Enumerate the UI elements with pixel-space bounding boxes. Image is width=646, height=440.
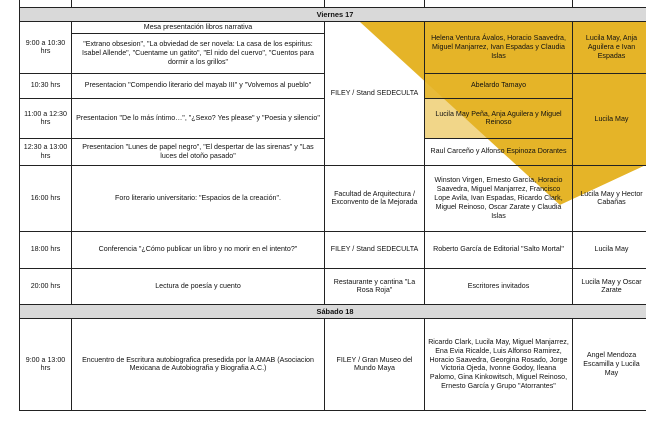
moderator-cell: Lucila May y Hector Cabañas <box>573 165 646 231</box>
venue-cell: FILEY / Stand SEDECULTA <box>325 22 425 166</box>
moderator-cell: Lucila May <box>573 73 646 165</box>
table-row <box>20 231 646 268</box>
participants-cell: Abelardo Tamayo <box>425 73 573 98</box>
time-cell: 11:00 a 12:30 hrs <box>20 98 72 138</box>
day-header-row <box>20 304 646 318</box>
activity-cell: "Extrano obsesion", "La obviedad de ser novela: La casa de los espiritus: Isabel Allende", "Cuentame un gatito", "El nido del cuervo", "Cuentos para dormir a los grillos" <box>72 33 325 73</box>
venue-cell: Restaurante y cantina "La Rosa Roja" <box>325 268 425 304</box>
schedule-table <box>19 0 646 411</box>
moderator-cell: Lucila May y Oscar Zarate <box>573 268 646 304</box>
activity-cell: Foro literario universitario: "Espacios de la creación". <box>72 165 325 231</box>
time-cell: 16:00 hrs <box>20 165 72 231</box>
day-header-row <box>20 8 646 22</box>
activity-cell: Conferencia "¿Cómo publicar un libro y no morir en el intento?" <box>72 231 325 268</box>
activity-cell: Presentacion "De lo más íntimo…", "¿Sexo? Yes please" y "Poesia y silencio" <box>72 98 325 138</box>
activity-title: Mesa presentación libros narrativa <box>72 22 325 34</box>
participants-cell: Helena Ventura Ávalos, Horacio Saavedra, Miguel Manjarrez, Ivan Espadas y Claudia Islas <box>425 22 573 74</box>
moderator-cell: Lucila May, Anja Aguilera e Ivan Espadas <box>573 22 646 74</box>
participants-cell: Ricardo Clark, Lucila May, Miguel Manjarrez, Ena Evia Ricalde, Luis Alfonso Ramirez, Horacio Saavedra, Georgina Rosado, Jorge Victoria Ojeda, Ivonne Godoy, Ileana Palomo, Gina Kinkowitsch, Miguel Reinoso, Ernesto García y Grupo "Atorrantes" <box>425 318 573 410</box>
participants-cell: Escritores invitados <box>425 268 573 304</box>
venue-cell: FILEY / Gran Museo del Mundo Maya <box>325 318 425 410</box>
activity-cell: Presentacion "Lunes de papel negro", "El despertar de las sirenas" y "Las luces del otoño pasado" <box>72 138 325 165</box>
participants-cell: Lucila May Peña, Anja Aguilera y Miguel Reinoso <box>425 98 573 138</box>
table-row <box>20 318 646 410</box>
day-header: Viernes 17 <box>20 8 646 22</box>
time-cell: 9:00 a 10:30 hrs <box>20 22 72 74</box>
participants-cell: Raul Carceño y Alfonso Espinoza Dorantes <box>425 138 573 165</box>
moderator-cell: Lucila May <box>573 231 646 268</box>
participants-cell: Roberto García de Editorial "Salto Mortal" <box>425 231 573 268</box>
table-row <box>20 268 646 304</box>
table-row <box>20 22 646 34</box>
venue-cell: FILEY / Stand SEDECULTA <box>325 231 425 268</box>
time-cell: 18:00 hrs <box>20 231 72 268</box>
time-cell: 10:30 hrs <box>20 73 72 98</box>
time-cell: 12:30 a 13:00 hrs <box>20 138 72 165</box>
participants-cell: Winston Virgen, Ernesto García, Horacio Saavedra, Miguel Manjarrez, Francisco Lope Avila, Ivan Espadas, Ricardo Clark, Miguel Reinoso, Oscar Zarate y Claudia Islas <box>425 165 573 231</box>
table-top-row <box>20 0 646 8</box>
venue-cell: Facultad de Arquitectura / Exconvento de la Mejorada <box>325 165 425 231</box>
moderator-cell: Angel Mendoza Escamilla y Lucila May <box>573 318 646 410</box>
activity-cell: Encuentro de Escritura autobiografica presedida por la AMAB (Asociacion Mexicana de Autobiografia y Biografia A.C.) <box>72 318 325 410</box>
activity-cell: Lectura de poesía y cuento <box>72 268 325 304</box>
activity-cell: Presentacion "Compendio literario del mayab III" y "Volvemos al pueblo" <box>72 73 325 98</box>
time-cell: 9:00 a 13:00 hrs <box>20 318 72 410</box>
day-header: Sábado 18 <box>20 304 646 318</box>
table-row <box>20 165 646 231</box>
time-cell: 20:00 hrs <box>20 268 72 304</box>
